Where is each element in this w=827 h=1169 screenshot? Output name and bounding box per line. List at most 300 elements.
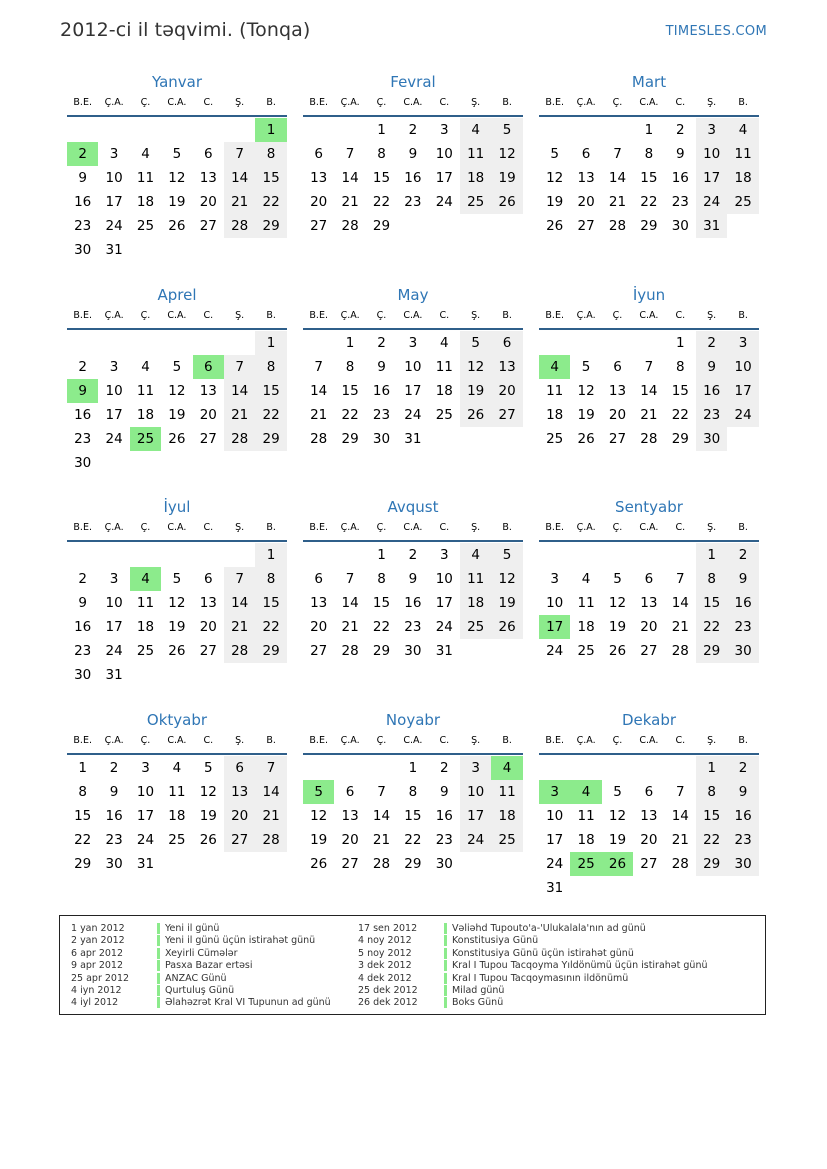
day-cell: 30 xyxy=(727,639,758,663)
weekday-label: Ş. xyxy=(235,97,245,108)
day-cell: 26 xyxy=(168,431,186,447)
legend-date: 1 yan 2012 xyxy=(71,923,125,934)
day-cell: 16 xyxy=(372,383,391,399)
weekday-label: C. xyxy=(203,310,214,321)
day-cell: 21 xyxy=(671,619,689,635)
day-cell: 6 xyxy=(491,331,522,355)
day-cell: 12 xyxy=(608,595,627,611)
day-cell: 19 xyxy=(608,619,627,635)
day-cell: 22 xyxy=(404,832,422,848)
day-cell: 25 xyxy=(491,828,522,852)
day-cell: 24 xyxy=(460,828,491,852)
day-cell: 26 xyxy=(491,190,522,214)
weekday-label: Ç.A. xyxy=(340,310,360,321)
month-name: Noyabr xyxy=(385,711,441,729)
day-cell: 22 xyxy=(255,403,286,427)
day-cell: 4 xyxy=(172,760,182,776)
day-cell: 28 xyxy=(224,427,255,451)
weekday-label: C.A. xyxy=(639,735,659,746)
day-cell: 20 xyxy=(199,407,217,423)
month-i̇yun xyxy=(539,286,759,486)
day-cell: 19 xyxy=(168,194,186,210)
day-cell: 15 xyxy=(372,595,391,611)
day-cell: 7 xyxy=(255,756,286,780)
legend-holiday-name: Yeni il günü üçün istirahət günü xyxy=(165,935,316,947)
day-cell: 23 xyxy=(435,832,453,848)
weekday-label: B. xyxy=(266,735,276,746)
day-cell: 7 xyxy=(345,571,355,587)
day-cell: 8 xyxy=(644,146,654,162)
day-cell: 10 xyxy=(105,383,123,399)
day-cell: 30 xyxy=(696,427,727,451)
weekday-label: Ş. xyxy=(235,735,245,746)
legend-date: 4 iyl 2012 xyxy=(71,997,119,1009)
legend-date: 3 dek 2012 xyxy=(358,960,412,972)
weekday-header xyxy=(539,522,759,538)
day-cell: 17 xyxy=(136,808,155,824)
day-cell: 28 xyxy=(640,431,658,447)
day-cell: 8 xyxy=(255,567,286,591)
holiday-day-cell: 4 xyxy=(491,756,522,780)
day-cell: 15 xyxy=(255,379,286,403)
day-cell: 23 xyxy=(74,643,92,659)
day-cell: 3 xyxy=(460,756,491,780)
weekday-label: C.A. xyxy=(167,522,187,533)
day-cell: 4 xyxy=(141,146,150,162)
day-cell: 29 xyxy=(404,856,422,872)
day-cell: 17 xyxy=(105,619,123,635)
weekday-label: C.A. xyxy=(639,310,659,321)
page-title: 2012-ci il təqvimi. (Tonqa) xyxy=(60,19,311,41)
day-cell: 20 xyxy=(341,832,359,848)
day-cell: 10 xyxy=(435,146,453,162)
day-cell: 16 xyxy=(105,808,123,824)
day-cell: 24 xyxy=(696,190,727,214)
day-cell: 24 xyxy=(404,407,422,423)
holiday-day-cell: 25 xyxy=(570,852,601,876)
day-cell: 14 xyxy=(310,383,328,399)
day-cell: 19 xyxy=(546,194,564,210)
day-cell: 26 xyxy=(608,643,627,659)
month-name: Avqust xyxy=(387,498,439,516)
month-sentyabr xyxy=(539,498,759,698)
weekday-label: B.E. xyxy=(545,310,564,321)
weekday-label: Ş. xyxy=(235,310,245,321)
day-cell: 18 xyxy=(491,804,522,828)
day-cell: 16 xyxy=(435,808,453,824)
weekday-label: Ç.A. xyxy=(340,97,360,108)
day-cell: 22 xyxy=(74,832,92,848)
weekday-label: B.E. xyxy=(309,310,328,321)
day-cell: 17 xyxy=(105,194,123,210)
day-cell: 28 xyxy=(224,639,255,663)
legend-holiday-name: Əlahəzrət Kral VI Tupunun ad günü xyxy=(165,997,331,1009)
weekday-label: C. xyxy=(675,735,686,746)
day-cell: 5 xyxy=(172,571,182,587)
day-cell: 26 xyxy=(310,856,328,872)
weekday-header xyxy=(303,310,523,326)
day-cell: 7 xyxy=(224,142,255,166)
header-rule xyxy=(539,753,759,755)
weekday-header xyxy=(67,522,287,538)
weekday-label: B.E. xyxy=(73,310,92,321)
day-cell: 18 xyxy=(577,832,595,848)
weekday-label: C.A. xyxy=(403,522,423,533)
day-cell: 19 xyxy=(491,166,522,190)
day-cell: 31 xyxy=(136,856,155,872)
header-rule xyxy=(67,115,287,117)
day-cell: 13 xyxy=(199,383,217,399)
weekday-label: C. xyxy=(203,522,214,533)
legend-color-marker xyxy=(157,973,160,984)
day-cell: 4 xyxy=(727,118,758,142)
day-cell: 27 xyxy=(199,643,217,659)
weekday-header xyxy=(539,735,759,751)
day-cell: 16 xyxy=(696,379,727,403)
day-cell: 1 xyxy=(675,335,685,351)
weekday-label: B.E. xyxy=(73,735,92,746)
day-cell: 13 xyxy=(199,595,217,611)
month-name: Aprel xyxy=(157,286,197,304)
day-cell: 3 xyxy=(696,118,727,142)
month-i̇yul xyxy=(67,498,287,698)
day-cell: 12 xyxy=(491,567,522,591)
weekday-label: Ç.A. xyxy=(104,97,124,108)
legend-color-marker xyxy=(444,923,447,934)
day-cell: 26 xyxy=(168,218,186,234)
day-cell: 2 xyxy=(727,543,758,567)
day-cell: 29 xyxy=(255,214,286,238)
day-cell: 5 xyxy=(550,146,559,162)
weekday-label: Ç.A. xyxy=(576,735,596,746)
day-cell: 24 xyxy=(105,431,123,447)
weekday-label: B. xyxy=(738,310,748,321)
holiday-day-cell: 9 xyxy=(67,379,98,403)
weekday-label: C.A. xyxy=(167,735,187,746)
legend-color-marker xyxy=(157,935,160,946)
day-cell: 20 xyxy=(199,619,217,635)
weekday-label: C.A. xyxy=(167,97,187,108)
weekday-header xyxy=(67,310,287,326)
day-cell: 21 xyxy=(310,407,328,423)
weekday-label: B.E. xyxy=(309,97,328,108)
weekday-label: B. xyxy=(502,97,512,108)
day-cell: 17 xyxy=(435,170,453,186)
day-cell: 21 xyxy=(372,832,391,848)
month-dekabr xyxy=(539,711,759,911)
day-cell: 21 xyxy=(341,619,359,635)
day-cell: 13 xyxy=(640,595,658,611)
day-cell: 6 xyxy=(203,571,213,587)
day-cell: 25 xyxy=(546,431,564,447)
day-cell: 3 xyxy=(408,335,418,351)
day-cell: 2 xyxy=(377,335,386,351)
day-cell: 16 xyxy=(404,170,422,186)
day-cell: 18 xyxy=(435,383,453,399)
day-cell: 30 xyxy=(74,242,92,258)
day-cell: 24 xyxy=(546,856,564,872)
day-cell: 11 xyxy=(727,142,758,166)
weekday-label: Ç. xyxy=(376,97,387,108)
day-cell: 23 xyxy=(74,431,92,447)
weekday-header xyxy=(67,735,287,751)
day-cell: 9 xyxy=(377,359,386,375)
day-cell: 9 xyxy=(696,355,727,379)
day-cell: 1 xyxy=(696,756,727,780)
day-cell: 23 xyxy=(404,194,422,210)
day-cell: 15 xyxy=(255,591,286,615)
day-cell: 11 xyxy=(136,383,155,399)
day-cell: 1 xyxy=(377,122,386,138)
weekday-label: C.A. xyxy=(403,97,423,108)
weekday-label: Ç. xyxy=(376,522,387,533)
day-cell: 28 xyxy=(671,856,689,872)
day-cell: 28 xyxy=(372,856,391,872)
header-rule xyxy=(539,328,759,330)
day-cell: 10 xyxy=(105,595,123,611)
day-cell: 19 xyxy=(491,591,522,615)
day-cell: 3 xyxy=(550,571,559,587)
weekday-label: C. xyxy=(203,97,214,108)
day-cell: 1 xyxy=(644,122,654,138)
day-cell: 5 xyxy=(491,543,522,567)
legend-holiday-name: Milad günü xyxy=(452,985,505,996)
holiday-legend xyxy=(59,915,766,1015)
weekday-label: Ş. xyxy=(235,522,245,533)
day-cell: 10 xyxy=(546,595,564,611)
legend-holiday-name: Vəliəhd Tupouto'a-'Ulukalala'nın ad günü xyxy=(452,923,646,934)
weekday-label: Ç. xyxy=(140,97,151,108)
day-cell: 16 xyxy=(727,804,758,828)
legend-color-marker xyxy=(157,997,160,1008)
day-cell: 23 xyxy=(74,218,92,234)
day-cell: 15 xyxy=(404,808,422,824)
weekday-header xyxy=(539,97,759,113)
weekday-label: B. xyxy=(738,522,748,533)
day-cell: 19 xyxy=(577,407,595,423)
day-cell: 14 xyxy=(372,808,391,824)
legend-holiday-name: Konstitusiya Günü xyxy=(452,935,539,947)
day-cell: 28 xyxy=(608,218,627,234)
day-cell: 9 xyxy=(78,595,87,611)
legend-holiday-name: Xeyirli Cümələr xyxy=(165,947,238,959)
weekday-label: C. xyxy=(203,735,214,746)
day-cell: 27 xyxy=(341,856,359,872)
day-cell: 15 xyxy=(74,808,92,824)
day-cell: 22 xyxy=(671,407,689,423)
weekday-label: Ş. xyxy=(471,310,481,321)
day-cell: 2 xyxy=(408,547,418,563)
day-cell: 7 xyxy=(613,146,622,162)
day-cell: 13 xyxy=(608,383,627,399)
weekday-label: Ç. xyxy=(140,735,151,746)
day-cell: 5 xyxy=(203,760,213,776)
month-noyabr xyxy=(303,711,523,911)
day-cell: 19 xyxy=(168,407,186,423)
day-cell: 19 xyxy=(310,832,328,848)
day-cell: 31 xyxy=(404,431,422,447)
legend-date: 17 sen 2012 xyxy=(358,923,418,934)
day-cell: 24 xyxy=(546,643,564,659)
day-cell: 12 xyxy=(460,355,491,379)
day-cell: 15 xyxy=(255,166,286,190)
legend-color-marker xyxy=(444,997,447,1008)
day-cell: 10 xyxy=(435,571,453,587)
day-cell: 2 xyxy=(408,122,418,138)
weekday-label: C.A. xyxy=(403,310,423,321)
legend-holiday-name: ANZAC Günü xyxy=(165,972,227,984)
day-cell: 27 xyxy=(491,403,522,427)
weekday-label: Ş. xyxy=(471,97,481,108)
header-rule xyxy=(303,540,523,542)
day-cell: 24 xyxy=(105,643,123,659)
day-cell: 15 xyxy=(372,170,391,186)
day-cell: 19 xyxy=(460,379,491,403)
legend-date: 2 yan 2012 xyxy=(71,935,125,947)
day-cell: 12 xyxy=(491,142,522,166)
day-cell: 13 xyxy=(491,355,522,379)
day-cell: 18 xyxy=(546,407,564,423)
day-cell: 27 xyxy=(640,856,658,872)
day-cell: 23 xyxy=(671,194,689,210)
header-rule xyxy=(67,328,287,330)
day-cell: 29 xyxy=(341,431,359,447)
day-cell: 18 xyxy=(136,619,155,635)
day-cell: 30 xyxy=(671,218,689,234)
day-cell: 1 xyxy=(408,760,418,776)
legend-holiday-name: Kral I Tupou Tacqoyma Yıldönümü üçün istirahət günü xyxy=(452,960,708,972)
day-cell: 19 xyxy=(608,832,627,848)
day-cell: 10 xyxy=(546,808,564,824)
day-cell: 16 xyxy=(74,619,92,635)
day-cell: 27 xyxy=(310,218,328,234)
weekday-label: Ş. xyxy=(471,735,481,746)
day-cell: 14 xyxy=(341,595,359,611)
month-fevral xyxy=(303,73,523,273)
day-cell: 12 xyxy=(577,383,595,399)
day-cell: 18 xyxy=(460,166,491,190)
weekday-header xyxy=(303,97,523,113)
day-cell: 17 xyxy=(727,379,758,403)
brand-link[interactable]: TIMESLES.COM xyxy=(665,24,767,39)
day-cell: 10 xyxy=(727,355,758,379)
day-cell: 16 xyxy=(74,407,92,423)
month-name: İyul xyxy=(163,498,191,516)
day-cell: 11 xyxy=(546,383,564,399)
day-cell: 30 xyxy=(727,852,758,876)
day-cell: 17 xyxy=(435,595,453,611)
day-cell: 21 xyxy=(640,407,658,423)
day-cell: 4 xyxy=(460,543,491,567)
day-cell: 3 xyxy=(109,146,119,162)
day-cell: 19 xyxy=(168,619,186,635)
day-cell: 22 xyxy=(372,194,391,210)
legend-date: 25 apr 2012 xyxy=(71,972,130,984)
legend-color-marker xyxy=(444,935,447,946)
day-cell: 25 xyxy=(577,643,595,659)
day-cell: 10 xyxy=(404,359,422,375)
day-cell: 20 xyxy=(640,832,658,848)
holiday-day-cell: 17 xyxy=(539,615,570,639)
day-cell: 2 xyxy=(439,760,449,776)
weekday-header xyxy=(539,310,759,326)
holiday-day-cell: 25 xyxy=(130,427,161,451)
legend-color-marker xyxy=(157,960,160,971)
day-cell: 1 xyxy=(345,335,355,351)
weekday-label: B. xyxy=(502,735,512,746)
month-name: May xyxy=(397,286,429,304)
day-cell: 8 xyxy=(345,359,355,375)
holiday-day-cell: 4 xyxy=(130,567,161,591)
day-cell: 21 xyxy=(341,194,359,210)
day-cell: 7 xyxy=(377,784,386,800)
legend-holiday-name: Pasxa Bazar ertəsi xyxy=(165,960,253,972)
day-cell: 4 xyxy=(439,335,449,351)
month-name: Fevral xyxy=(390,73,436,91)
day-cell: 5 xyxy=(613,784,622,800)
weekday-label: Ş. xyxy=(707,310,717,321)
day-cell: 7 xyxy=(224,567,255,591)
weekday-label: C. xyxy=(439,522,450,533)
weekday-label: C. xyxy=(439,735,450,746)
day-cell: 14 xyxy=(224,379,255,403)
header-rule xyxy=(303,753,523,755)
day-cell: 12 xyxy=(310,808,328,824)
day-cell: 25 xyxy=(136,218,155,234)
day-cell: 8 xyxy=(255,355,286,379)
day-cell: 25 xyxy=(727,190,758,214)
day-cell: 31 xyxy=(435,643,453,659)
legend-date: 25 dek 2012 xyxy=(358,985,418,996)
header-rule xyxy=(539,115,759,117)
day-cell: 5 xyxy=(613,571,622,587)
day-cell: 2 xyxy=(109,760,119,776)
day-cell: 15 xyxy=(671,383,689,399)
legend-color-marker xyxy=(157,923,160,934)
day-cell: 29 xyxy=(372,218,391,234)
weekday-label: B. xyxy=(502,522,512,533)
day-cell: 30 xyxy=(74,667,92,683)
day-cell: 15 xyxy=(696,591,727,615)
weekday-label: B. xyxy=(266,97,276,108)
day-cell: 30 xyxy=(435,856,453,872)
day-cell: 29 xyxy=(696,639,727,663)
day-cell: 3 xyxy=(439,122,449,138)
holiday-day-cell: 6 xyxy=(193,355,224,379)
day-cell: 21 xyxy=(671,832,689,848)
day-cell: 16 xyxy=(671,170,689,186)
day-cell: 1 xyxy=(696,543,727,567)
day-cell: 11 xyxy=(136,170,155,186)
day-cell: 3 xyxy=(109,571,119,587)
day-cell: 22 xyxy=(255,615,286,639)
weekday-label: C. xyxy=(439,97,450,108)
weekday-label: B. xyxy=(502,310,512,321)
legend-color-marker xyxy=(157,948,160,959)
day-cell: 5 xyxy=(172,146,182,162)
month-name: Dekabr xyxy=(621,711,677,729)
day-cell: 27 xyxy=(640,643,658,659)
day-cell: 12 xyxy=(168,595,186,611)
day-cell: 13 xyxy=(577,170,595,186)
weekday-label: Ç.A. xyxy=(576,522,596,533)
day-cell: 23 xyxy=(727,615,758,639)
day-cell: 13 xyxy=(341,808,359,824)
day-cell: 8 xyxy=(696,780,727,804)
month-name: Yanvar xyxy=(151,73,203,91)
day-cell: 28 xyxy=(255,828,286,852)
day-cell: 20 xyxy=(310,194,328,210)
